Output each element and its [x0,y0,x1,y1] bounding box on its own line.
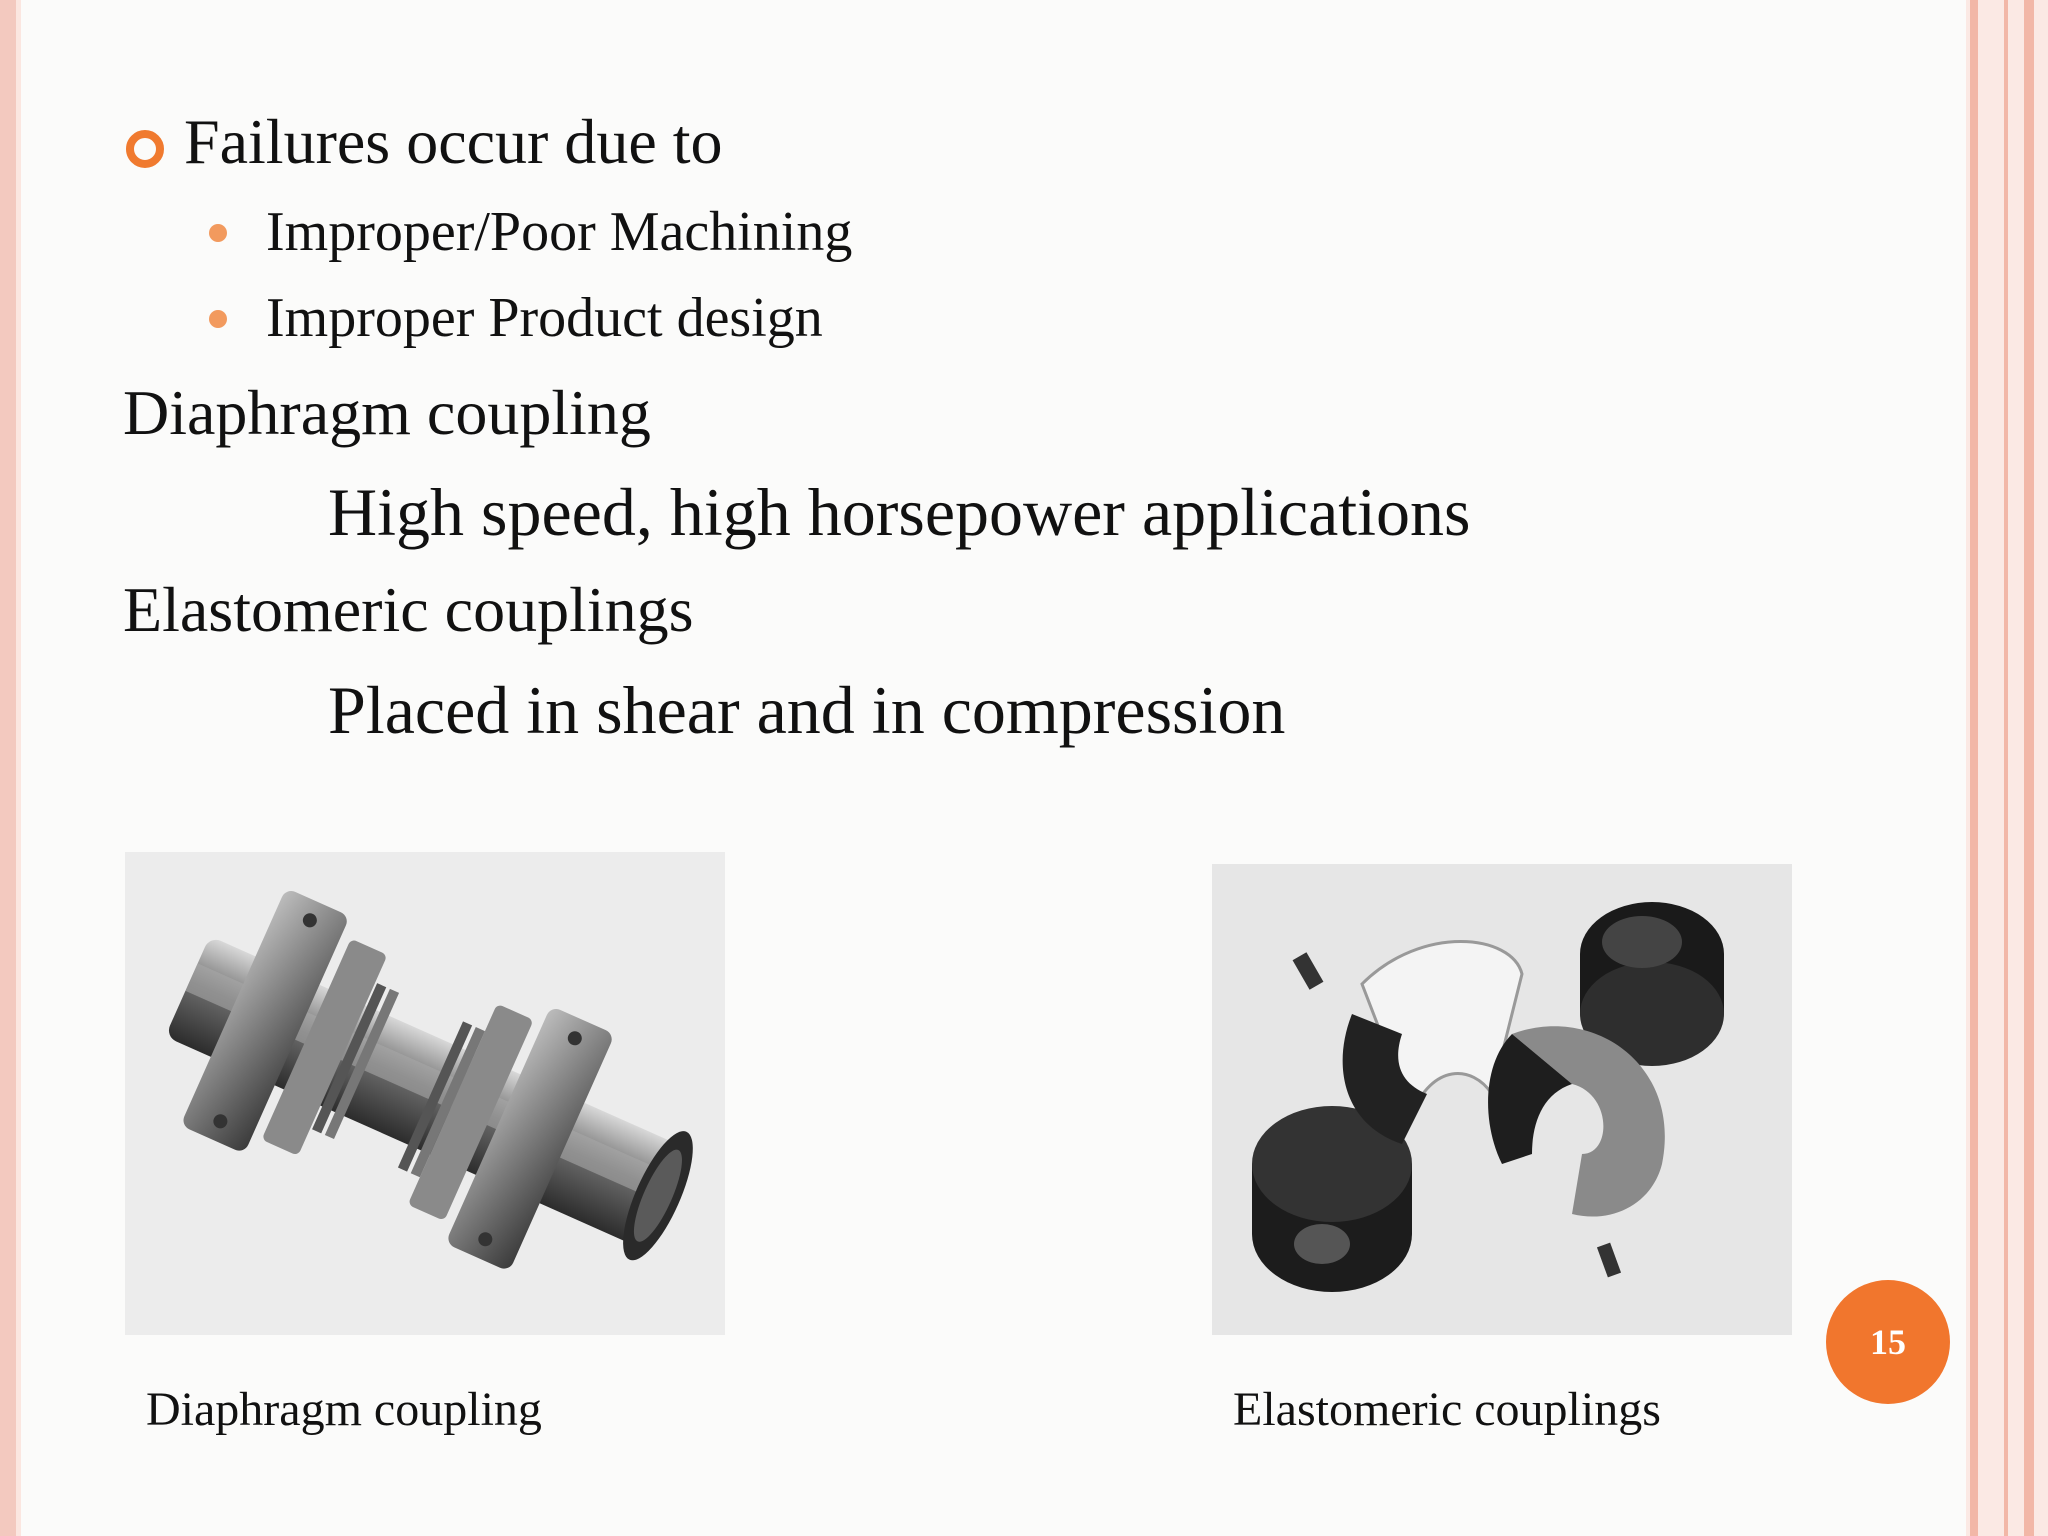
dot-bullet-icon [209,310,227,328]
right-border-line [1970,0,1978,1536]
elastomeric-description: Placed in shear and in compression [328,672,1286,748]
sub-bullet-machining: Improper/Poor Machining [266,201,853,263]
right-image-caption: Elastomeric couplings [1233,1383,1661,1436]
right-border-line-thin [2004,0,2008,1536]
diaphragm-coupling-image [125,852,725,1335]
elastomeric-heading: Elastomeric couplings [123,574,694,645]
left-border-stripe [0,0,16,1536]
sub-bullet-design: Improper Product design [266,287,823,349]
diaphragm-heading: Diaphragm coupling [123,377,651,448]
ring-bullet-icon [126,130,164,168]
dot-bullet-icon [209,224,227,242]
left-border-inner [16,0,21,1536]
bullet-failures: Failures occur due to [184,106,723,177]
right-border-line-outer [2024,0,2034,1536]
diaphragm-description: High speed, high horsepower applications [328,474,1471,550]
left-image-caption: Diaphragm coupling [146,1383,542,1436]
page-number-badge [1826,1280,1950,1404]
elastomeric-coupling-image [1212,864,1792,1335]
page-number: 15 [1870,1322,1906,1362]
